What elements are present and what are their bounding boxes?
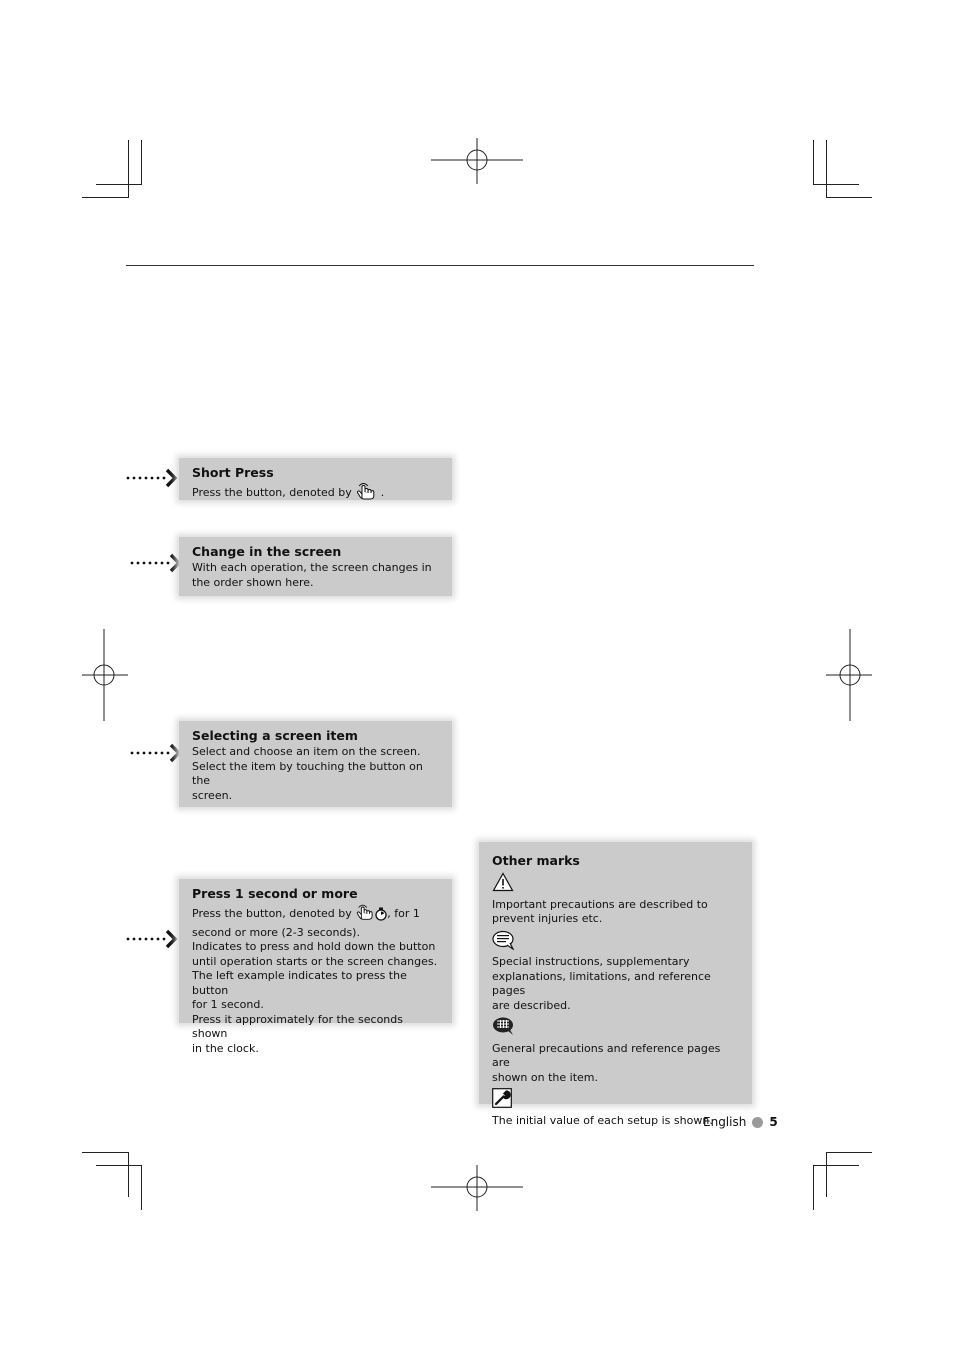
press-1sec-line: Indicates to press and hold down the button [192, 940, 436, 953]
wrench-icon [492, 1088, 740, 1113]
press-1sec-box: Press 1 second or more Press the button, denoted by , for 1 second or more (2-3 seconds). Indicates to press and hold down the button until operation starts or the screen changes. The left example indicates to press the button for 1 second. Press it approximately for the seconds shown in the clock. [179, 879, 452, 1023]
short-press-box: Short Press Press the button, denoted by . [179, 458, 452, 500]
hand-press-icon [355, 482, 377, 505]
speech-note-icon [492, 930, 740, 955]
change-screen-line: the order shown here. [192, 575, 314, 589]
change-screen-title: Change in the screen [192, 544, 342, 559]
press-1sec-line: The left example indicates to press the button [192, 969, 407, 997]
speech-grid-icon [492, 1016, 740, 1041]
warning-triangle-icon [492, 872, 740, 897]
dotted-arrow-icon [130, 743, 182, 767]
dotted-arrow-icon [130, 553, 182, 577]
dotted-arrow-icon [126, 929, 178, 953]
select-item-line: screen. [192, 788, 233, 802]
change-screen-line: With each operation, the screen changes in [192, 561, 432, 574]
footer-dot-icon [752, 1117, 763, 1128]
short-press-text: Press the button, denoted by [192, 486, 352, 499]
press-1sec-line: until operation starts or the screen changes. [192, 954, 438, 968]
hand-press-icon [355, 903, 375, 926]
dotted-arrow-icon [126, 468, 178, 492]
select-item-line: Select and choose an item on the screen. [192, 745, 421, 758]
press-1sec-line: second or more (2-3 seconds). [192, 925, 360, 939]
registration-mark-top [431, 138, 523, 184]
footer-language: English [703, 1115, 747, 1129]
press-1sec-text: Press the button, denoted by [192, 907, 352, 920]
change-screen-box [179, 537, 452, 596]
select-item-title: Selecting a screen item [192, 728, 358, 743]
short-press-title: Short Press [192, 465, 274, 480]
registration-mark-right [826, 629, 872, 721]
page-footer [703, 1115, 778, 1129]
page-number: 5 [769, 1115, 778, 1129]
other-marks-box: Other marks Important precautions are described to prevent injuries etc. Special instructions, supplementary explanations, limitations, and reference pages are described. General precautions and reference pages are shown on the item. The initial value of each setup is shown. [479, 842, 752, 1104]
other-marks-title: Other marks [492, 853, 580, 868]
press-1sec-line: in the clock. [192, 1041, 259, 1055]
select-item-box [179, 721, 452, 807]
registration-mark-bottom [431, 1165, 523, 1211]
press-1sec-line: Press it approximately for the seconds shown [192, 1012, 403, 1040]
registration-mark-left [82, 629, 128, 721]
press-1sec-line: for 1 second. [192, 998, 264, 1011]
clock-icon [375, 907, 387, 926]
select-item-line: Select the item by touching the button on the [192, 759, 423, 787]
header-rule [126, 265, 754, 266]
press-1sec-title: Press 1 second or more [192, 886, 358, 901]
